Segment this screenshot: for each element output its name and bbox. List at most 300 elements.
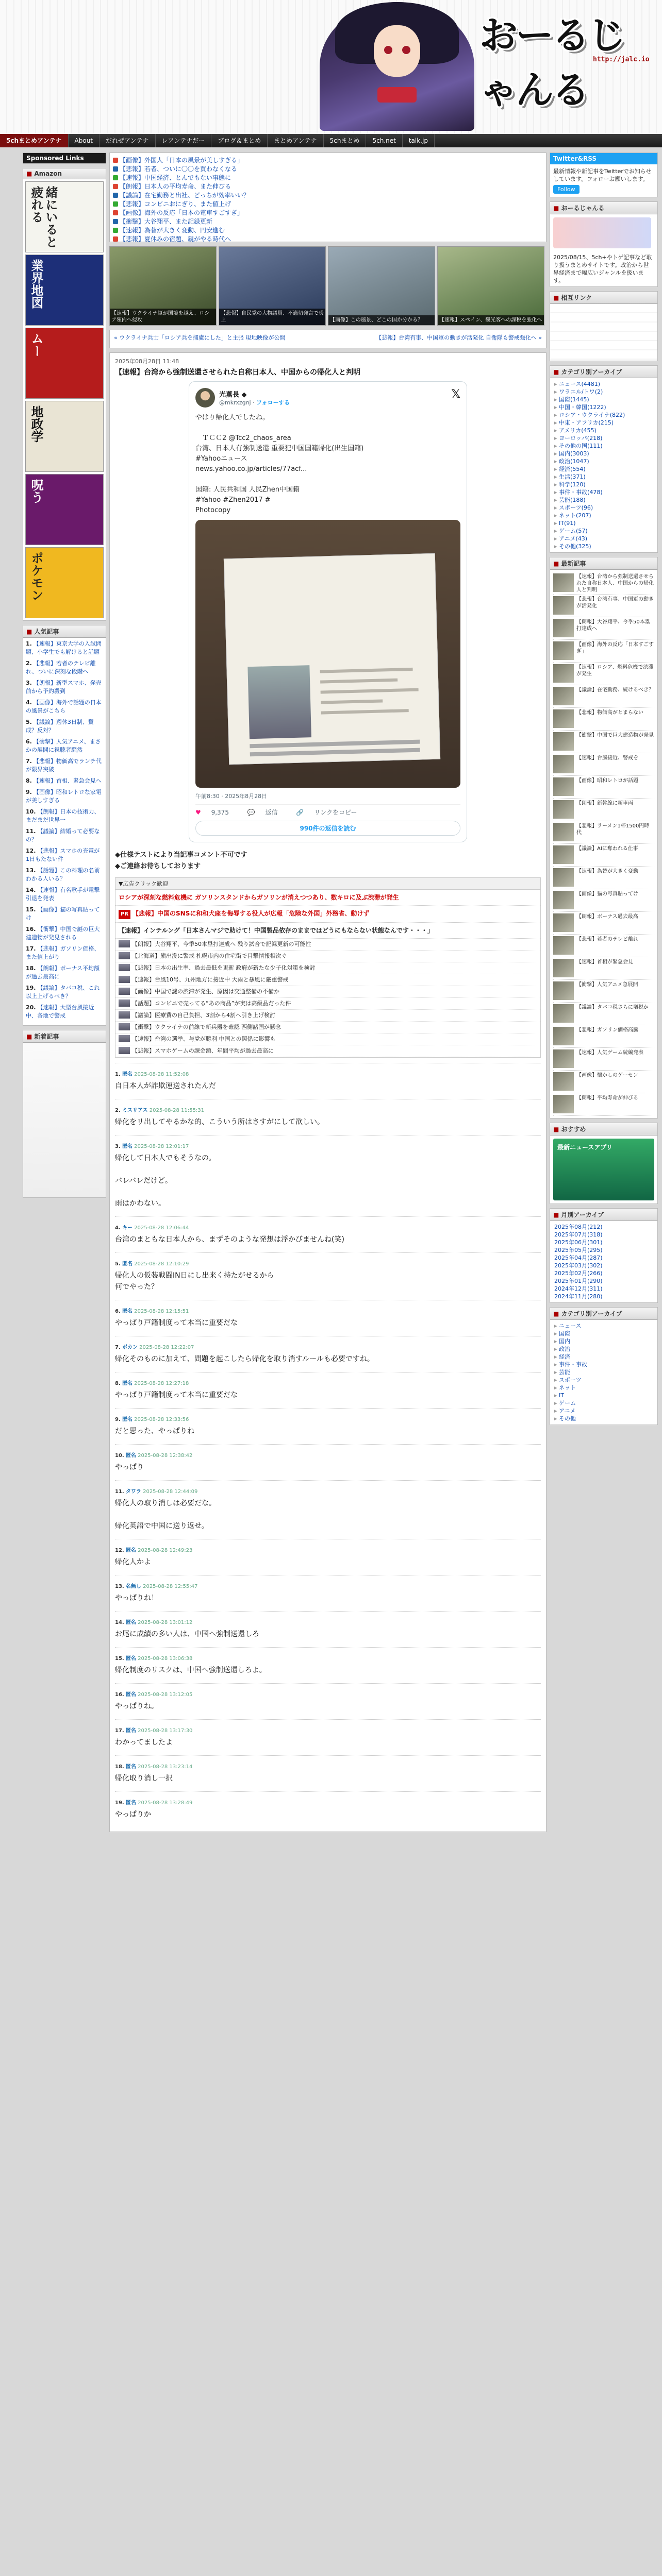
category-item[interactable]: ▸ 芸能(188) (554, 496, 653, 504)
recent-item[interactable] (553, 617, 654, 640)
rss-item[interactable] (113, 191, 325, 200)
comment-author[interactable]: 匿名 (125, 1656, 136, 1662)
category-item[interactable]: ▸ 経済(554) (554, 465, 653, 473)
comment (115, 1480, 541, 1539)
category-item[interactable]: ▸ IT (554, 1392, 653, 1399)
comment-date: 2025-08-28 12:10:29 (134, 1261, 189, 1267)
ranking-link[interactable]: 【衝撃】人気アニメ、まさかの展開に視聴者騒然 (26, 738, 101, 753)
rss-link[interactable]: 【朗報】日本人の平均寿命、また伸びる (120, 183, 231, 190)
ranking-link[interactable]: 【画像】海外で話題の日本の風景がこちら (26, 699, 102, 714)
ranking-item[interactable] (26, 867, 103, 883)
site-logo[interactable]: おーるじゃんる (479, 13, 624, 112)
passport-line (321, 688, 419, 694)
comment-date: 2025-08-28 12:38:42 (138, 1453, 193, 1459)
related-row[interactable] (115, 1022, 540, 1033)
recent-item[interactable] (553, 572, 654, 595)
recent-item[interactable] (553, 595, 654, 617)
category-item[interactable]: ▸ 中東・アフリカ(215) (554, 419, 653, 427)
featured-thumbnail[interactable] (328, 246, 435, 326)
rss-link[interactable]: 【悲報】若者、ついに〇〇を買わなくなる (120, 165, 238, 173)
site-favicon-icon (113, 219, 118, 224)
related-label: ▼広告クリック歓迎 (115, 878, 540, 890)
new-articles-title: ■ 新着記事 (23, 1030, 106, 1043)
category-item[interactable]: ▸ その他の国(111) (554, 442, 653, 450)
comment (115, 1791, 541, 1827)
recent-item[interactable] (553, 731, 654, 753)
related-thumbnail (119, 940, 130, 947)
recent-title: 【議論】タバコ税さらに増税か (576, 1005, 649, 1010)
comment-date: 2025-08-28 13:28:49 (138, 1800, 193, 1806)
ranking-link[interactable]: 【悲報】スマホの充電が1日もたない件 (26, 848, 100, 862)
related-headline[interactable] (115, 890, 540, 906)
passport-mrz (250, 748, 420, 757)
nav-item[interactable]: レアンテナだー (156, 134, 212, 147)
comment-text: やっぱりか (115, 1810, 151, 1819)
category-item[interactable]: ▸ アニメ(43) (554, 535, 653, 543)
rss-link[interactable]: 【議論】在宅勤務と出社、どっちが効率いい？ (120, 192, 250, 199)
related-row[interactable] (115, 1033, 540, 1045)
featured-thumbnail[interactable] (219, 246, 326, 326)
category-item[interactable]: ▸ 事件・事故 (554, 1361, 653, 1368)
comment-meta (115, 1582, 541, 1589)
book-title: 呪う (29, 479, 43, 503)
related-thumbnail (119, 1023, 130, 1030)
archive-box (550, 1208, 658, 1303)
related-row-text: 【議論】医療費の自己負担、3割から4割へ引き上げ検討 (132, 1012, 275, 1019)
comment (115, 1647, 541, 1683)
rss-headline-block (109, 152, 547, 242)
tweet-photo[interactable] (195, 520, 460, 788)
ranking-item[interactable] (26, 679, 103, 696)
notice-text: ◆仕様テストにより当記事コメント不可です (115, 851, 247, 859)
ranking-item[interactable] (26, 1004, 103, 1020)
related-row-text: 【悲報】スマホゲームの課金額、年間平均が過去最高に (132, 1047, 274, 1054)
book-cover[interactable] (25, 547, 104, 618)
rss-link[interactable]: 【悲報】夏休みの宿題、親がやる時代へ (120, 235, 231, 242)
like-button[interactable]: ♥ 9,375 (195, 809, 229, 816)
recent-item[interactable] (553, 957, 654, 980)
comment-date: 2025-08-28 11:52:08 (134, 1072, 189, 1077)
comment (115, 1611, 541, 1647)
ranking-list (23, 638, 106, 1025)
ranking-title: ■ 人気記事 (23, 625, 106, 638)
recent-item[interactable] (553, 1071, 654, 1093)
category-item[interactable]: ▸ 政治 (554, 1345, 653, 1353)
comment-author[interactable]: 匿名 (122, 1417, 133, 1422)
comment-date: 2025-08-28 13:23:14 (138, 1764, 193, 1770)
recent-item[interactable] (553, 889, 654, 912)
recent-title: 【朗報】ボーナス過去最高 (576, 914, 638, 920)
recent-title: 【速報】人気ゲーム続編発表 (576, 1050, 643, 1056)
recent-title: 【議論】AIに奪われる仕事 (576, 846, 638, 852)
rss-item[interactable] (113, 165, 325, 174)
recent-item[interactable] (553, 799, 654, 821)
recent-title: 【速報】ロシア、燃料危機で渋滞が発生 (576, 665, 654, 677)
ranking-link[interactable]: 【画像】猫の写真貼ってけ (26, 906, 100, 921)
category-item[interactable]: ▸ ニュース (554, 1322, 653, 1330)
comment-author[interactable]: キー (122, 1225, 133, 1231)
ranking-link[interactable]: 【朗報】新型スマホ、発売前から予約殺到 (26, 680, 102, 694)
comment-author[interactable]: 匿名 (125, 1764, 136, 1770)
category-item[interactable]: ▸ 事件・事故(478) (554, 488, 653, 496)
category-item[interactable]: ▸ アメリカ(455) (554, 427, 653, 434)
comment-author[interactable]: 匿名 (125, 1728, 136, 1734)
recent-item[interactable] (553, 821, 654, 844)
recent-thumbnail (553, 1004, 574, 1023)
related-row-text: 【朗報】大谷翔平、今季50本塁打達成へ 残り試合で記録更新の可能性 (132, 941, 311, 947)
comment-author[interactable]: タワラ (125, 1489, 141, 1495)
next-article-link[interactable]: 【悲報】台湾有事、中国軍の動きが活発化 自衛隊も警戒強化へ » (376, 334, 542, 341)
ranking-item[interactable] (26, 984, 103, 1001)
comment-author[interactable]: ミスリアス (122, 1108, 148, 1113)
rss-item[interactable] (113, 226, 325, 235)
tweet-actions (195, 804, 460, 817)
recent-item[interactable] (553, 1003, 654, 1025)
recent-item[interactable] (553, 912, 654, 935)
tweet-timestamp[interactable]: 午前8:30 · 2025年8月28日 (195, 793, 268, 800)
rss-item[interactable] (113, 217, 325, 226)
ad-box (550, 1123, 658, 1204)
ranking-item[interactable] (26, 738, 103, 754)
recent-item[interactable] (553, 708, 654, 731)
comment-date: 2025-08-28 12:33:56 (134, 1417, 189, 1422)
site-favicon-icon (113, 210, 118, 215)
comment-author[interactable]: ポカン (122, 1345, 138, 1350)
sponsor-box (23, 152, 106, 164)
thumbnail-caption: 【画像】この風景、どこの国か分かる？ (328, 315, 435, 325)
category-item[interactable]: ▸ 国内 (554, 1337, 653, 1345)
category-item[interactable]: ▸ ロシア・ウクライナ(822) (554, 411, 653, 419)
category-item[interactable]: ▸ スポーツ (554, 1376, 653, 1384)
archive-list (550, 1221, 657, 1302)
recent-title: 【悲報】ラーメン1杯1500円時代 (576, 823, 650, 836)
ranking-number: 2. (26, 660, 32, 667)
ranking-item[interactable] (26, 906, 103, 922)
rss-item[interactable] (113, 209, 325, 217)
site-favicon-icon (113, 193, 118, 198)
archive-item[interactable]: 2024年12月(311) (554, 1285, 603, 1292)
archive-item[interactable]: 2025年05月(295) (554, 1247, 603, 1253)
archive-item[interactable]: 2024年11月(280) (554, 1293, 603, 1300)
related-row[interactable] (115, 951, 540, 962)
follow-button[interactable]: Follow (553, 185, 580, 194)
rss-item[interactable] (113, 235, 325, 242)
tweet-author-name[interactable]: 光薫長 ◆ (219, 391, 247, 399)
x-logo-icon[interactable]: 𝕏 (451, 388, 460, 401)
ranking-link[interactable]: 【速報】有名歌手が電撃引退を発表 (26, 887, 100, 902)
category-item[interactable]: ▸ 国際 (554, 1330, 653, 1337)
related-row-text: 【速報】台風10号、九州地方に接近中 大雨と暴風に厳重警戒 (132, 976, 289, 983)
nav-item[interactable]: ブログ＆まとめ (211, 134, 268, 147)
comment-meta (115, 1343, 541, 1350)
comment-author[interactable]: 匿名 (122, 1144, 133, 1149)
mascot-bow (377, 87, 417, 103)
links-placeholder (550, 304, 657, 361)
comment-author[interactable]: 匿名 (122, 1072, 133, 1077)
ranking-link[interactable]: 【議論】結婚って必要なの？ (26, 828, 100, 843)
tweet-header (195, 388, 460, 409)
recent-title: 【悲報】若者のテレビ離れ (576, 937, 638, 942)
recent-item[interactable] (553, 1025, 654, 1048)
rss-link[interactable]: 【画像】海外の反応「日本の電車すごすぎ」 (120, 209, 244, 216)
recent-title: 【朗報】大谷翔平、今季50本塁打達成へ (576, 619, 650, 632)
category-item[interactable]: ▸ 政治(1047) (554, 457, 653, 465)
category-title: ■ カテゴリ別アーカイブ (550, 366, 657, 378)
comment-author[interactable]: 匿名 (125, 1453, 136, 1459)
ranking-item[interactable] (26, 777, 103, 785)
ranking-item[interactable] (26, 640, 103, 656)
comment-number: 1. (115, 1072, 121, 1077)
ranking-item[interactable] (26, 925, 103, 942)
category-item[interactable]: ▸ 経済 (554, 1353, 653, 1361)
nav-item[interactable]: talk.jp (403, 134, 435, 147)
ranking-link[interactable]: 【速報】首相、緊急会見へ (33, 777, 102, 784)
rss-item[interactable] (113, 156, 325, 165)
recent-item[interactable] (553, 980, 654, 1003)
comment-meta (115, 1654, 541, 1662)
comment-date: 2025-08-28 13:06:38 (138, 1656, 193, 1662)
comment-date: 2025-08-28 12:49:23 (138, 1548, 193, 1553)
reply-button[interactable]: 💬 返信 (247, 809, 278, 816)
book-cover[interactable] (25, 328, 104, 399)
book-cover[interactable] (25, 181, 104, 252)
rss-item[interactable] (113, 182, 325, 191)
comment-text: 帰化人かよ (115, 1558, 151, 1566)
category-item[interactable]: ▸ 生活(371) (554, 473, 653, 481)
ranking-item[interactable] (26, 718, 103, 735)
comment-meta (115, 1762, 541, 1770)
ranking-link[interactable]: 【朗報】ボーナス平均額が過去最高に (26, 965, 100, 980)
comment (115, 1408, 541, 1444)
ranking-link[interactable]: 【議論】タバコ税、これ以上上げるべき？ (26, 985, 100, 999)
category-item[interactable]: ▸ 科学(120) (554, 481, 653, 488)
category-item[interactable]: ▸ ヨーロッパ(218) (554, 434, 653, 442)
comment (115, 1216, 541, 1252)
related-headline[interactable] (115, 923, 540, 939)
archive-item[interactable]: 2025年01月(290) (554, 1278, 603, 1284)
related-row[interactable] (115, 974, 540, 986)
mascot-illustration (320, 2, 474, 131)
ranking-number: 6. (26, 738, 32, 745)
tweet-avatar[interactable] (195, 388, 215, 408)
link-icon: 🔗 (296, 809, 304, 816)
twitter-widget-body (550, 164, 657, 197)
rss-item[interactable] (113, 200, 325, 209)
recent-item[interactable] (553, 844, 654, 867)
category-item[interactable]: ▸ その他(325) (554, 543, 653, 550)
comment-text: やっぱりね。 (115, 1702, 158, 1710)
notice-line (115, 850, 541, 861)
related-row[interactable] (115, 1045, 540, 1057)
comment-meta (115, 1726, 541, 1734)
nav-item[interactable]: About (69, 134, 100, 147)
book-cover[interactable] (25, 401, 104, 472)
ranking-number: 13. (26, 867, 36, 874)
thumbnail-caption: 【悲報】自民党の大物議員、不適切発言で炎上 (219, 309, 325, 325)
ad-banner[interactable]: 最新ニュースアプリ (553, 1139, 654, 1200)
category-item[interactable]: ▸ 中国・韓国(1222) (554, 403, 653, 411)
rss-item[interactable] (113, 174, 325, 182)
ranking-number: 11. (26, 828, 36, 835)
comment-meta (115, 1070, 541, 1077)
rss-link[interactable]: 【衝撃】大谷翔平、また記録更新 (120, 218, 213, 225)
twitter-widget (550, 152, 658, 197)
category-item[interactable]: ▸ IT(91) (554, 519, 653, 527)
tweet-follow-link[interactable]: フォローする (256, 399, 290, 406)
comment-author[interactable]: 匿名 (125, 1548, 136, 1553)
read-replies-button[interactable]: 990件の返信を読む (195, 821, 460, 836)
nav-item[interactable]: まとめアンテナ (268, 134, 324, 147)
book-cover[interactable] (25, 255, 104, 326)
recent-title: ■ 最新記事 (550, 557, 657, 570)
recent-item[interactable] (553, 685, 654, 708)
archive-item[interactable]: 2025年04月(287) (554, 1255, 603, 1261)
ranking-item[interactable] (26, 757, 103, 774)
comment-author[interactable]: 匿名 (125, 1620, 136, 1625)
archive-item[interactable]: 2025年07月(318) (554, 1231, 603, 1238)
category-item[interactable]: ▸ その他 (554, 1415, 653, 1422)
ranking-item[interactable] (26, 886, 103, 903)
site-favicon-icon (113, 184, 118, 189)
ranking-link[interactable]: 【朗報】日本の技術力、まだまだ世界一 (26, 808, 100, 823)
category-item[interactable]: ▸ 国内(3003) (554, 450, 653, 457)
heart-icon: ♥ (195, 809, 201, 816)
ranking-number: 18. (26, 965, 36, 972)
archive-item[interactable]: 2025年06月(301) (554, 1239, 603, 1246)
related-rows (115, 939, 540, 1057)
ranking-number: 3. (26, 680, 32, 686)
ranking-item[interactable] (26, 699, 103, 715)
twitter-widget-title: Twitter&RSS (550, 153, 657, 164)
related-headline-text: 【速報】インテルング「日本さんマジで助けて！中国製品依存のままではどうにもならない状態なんです・・・」 (119, 927, 434, 934)
category2-list (550, 1320, 657, 1425)
ranking-link[interactable]: 【画像】昭和レトロな家電が美しすぎる (26, 789, 102, 804)
category2-title: ■ カテゴリ別アーカイブ (550, 1308, 657, 1320)
nav-item[interactable]: 5chまとめ (324, 134, 367, 147)
ranking-link[interactable]: 【悲報】物価高でランチ代が限界突破 (26, 758, 102, 773)
ranking-link[interactable]: 【議論】週休3日制、賛成？反対？ (26, 719, 94, 734)
links-title: ■ 相互リンク (550, 292, 657, 304)
comment (115, 1099, 541, 1135)
recent-item[interactable] (553, 640, 654, 663)
related-headline[interactable] (115, 906, 540, 923)
book-title: 緒にいると疲れる (29, 186, 58, 248)
ranking-item[interactable] (26, 788, 103, 805)
comment-author[interactable]: 匿名 (122, 1381, 133, 1386)
category-item[interactable]: ▸ 国際(1445) (554, 396, 653, 403)
recent-item[interactable] (553, 753, 654, 776)
ranking-item[interactable] (26, 945, 103, 961)
recent-item[interactable] (553, 935, 654, 957)
category-item[interactable]: ▸ スポーツ(96) (554, 504, 653, 512)
featured-thumbnail[interactable] (109, 246, 217, 326)
comment (115, 1575, 541, 1611)
category-item[interactable]: ▸ ニュース(4481) (554, 380, 653, 388)
ranking-item[interactable] (26, 964, 103, 981)
nav-item[interactable]: 5chまとめアンテナ (0, 134, 69, 147)
related-row[interactable] (115, 998, 540, 1010)
article-title[interactable]: 【速報】台湾から強制送還させられた自称日本人、中国からの帰化人と判明 (115, 368, 360, 377)
comment-author[interactable]: 匿名 (122, 1309, 133, 1314)
recent-thumbnail (553, 959, 574, 977)
related-row[interactable] (115, 939, 540, 951)
ranking-link[interactable]: 【衝撃】中国で謎の巨大建造物が発見される (26, 926, 100, 941)
recent-item[interactable] (553, 1093, 654, 1116)
recent-item[interactable] (553, 867, 654, 889)
rss-link[interactable]: 【速報】中国経済、とんでもない事態に (120, 174, 231, 181)
ranking-number: 10. (26, 808, 36, 815)
ranking-link[interactable]: 【悲報】若者のテレビ離れ、ついに深刻な段階へ (26, 660, 96, 675)
ranking-item[interactable] (26, 659, 103, 676)
related-headline-text: ロシアが深刻な燃料危機に ガソリンスタンドからガソリンが消えつつあり、数キロに及ぶ渋滞が発生 (119, 894, 399, 901)
featured-thumbnail[interactable] (437, 246, 544, 326)
book-title: ポケモン (29, 552, 43, 601)
nav-item[interactable]: だれぜアンテナ (100, 134, 156, 147)
nav-item[interactable]: 5ch.net (366, 134, 402, 147)
comment (115, 1683, 541, 1719)
category-item[interactable]: ▸ アニメ (554, 1407, 653, 1415)
main-content (109, 152, 547, 1832)
recent-item[interactable] (553, 1048, 654, 1071)
comment-author[interactable]: 匿名 (125, 1800, 136, 1806)
copy-link-button[interactable]: 🔗 リンクをコピー (296, 809, 357, 816)
ranking-link[interactable]: 【速報】東京大学の入試問題、小学生でも解けると話題 (26, 640, 102, 655)
comment-text: 帰化人の取り消しは必要だな。 帰化英語で中国に送り返せ。 (115, 1499, 216, 1530)
recent-item[interactable] (553, 663, 654, 685)
comment-author[interactable]: 匿名 (125, 1692, 136, 1698)
rss-link[interactable]: 【画像】外国人「日本の風景が美しすぎる」 (120, 157, 244, 164)
related-row[interactable] (115, 962, 540, 974)
book-title: 業界地図 (29, 259, 43, 309)
comment-number: 7. (115, 1345, 121, 1350)
rss-link[interactable]: 【速報】為替が大きく変動、円安進む (120, 227, 225, 234)
archive-item[interactable]: 2025年03月(302) (554, 1262, 603, 1269)
category-item[interactable]: ▸ ネット (554, 1384, 653, 1392)
ranking-link[interactable]: 【速報】大型台風接近中、各地で警戒 (26, 1004, 94, 1019)
comment-meta (115, 1379, 541, 1386)
site-url[interactable]: http://jalc.io (593, 56, 650, 63)
category-item[interactable]: ▸ ネット(207) (554, 512, 653, 519)
related-row[interactable] (115, 1010, 540, 1022)
recent-title: 【速報】台風接近、警戒を (576, 755, 638, 761)
comment-meta (115, 1259, 541, 1267)
ranking-link[interactable]: 【悲報】ガソリン価格、また値上がり (26, 945, 100, 960)
recent-thumbnail (553, 868, 574, 887)
comment-author[interactable]: 名無し (125, 1584, 141, 1589)
archive-item[interactable]: 2025年02月(266) (554, 1270, 603, 1277)
category-item[interactable]: ▸ 芸能 (554, 1368, 653, 1376)
category-item[interactable]: ▸ ゲーム(57) (554, 527, 653, 535)
related-row[interactable] (115, 986, 540, 998)
archive-item[interactable]: 2025年08月(212) (554, 1224, 603, 1230)
category-item[interactable]: ▸ ワラエル/トワ(2) (554, 388, 653, 396)
comment (115, 1755, 541, 1791)
ranking-item[interactable] (26, 847, 103, 863)
ranking-item[interactable] (26, 827, 103, 844)
related-box (115, 877, 541, 1058)
rss-link[interactable]: 【悲報】コンビニおにぎり、また値上げ (120, 200, 231, 208)
ranking-link[interactable]: 【話題】この料理の名前わかる人いる？ (26, 867, 100, 882)
recent-item[interactable] (553, 776, 654, 799)
comment-author[interactable]: 匿名 (122, 1261, 133, 1267)
category-item[interactable]: ▸ ゲーム (554, 1399, 653, 1407)
comment-text: お尾に成績の多い人は、中国へ強制送還しろ (115, 1630, 259, 1638)
recent-title: 【衝撃】中国で巨大建造物が発見 (576, 733, 654, 738)
book-cover[interactable] (25, 474, 104, 545)
ranking-item[interactable] (26, 808, 103, 824)
archive-title: ■ 月別アーカイブ (550, 1209, 657, 1221)
prev-article-link[interactable]: « ウクライナ兵士「ロシア兵を捕虜にした」と主張 現地映像が公開 (114, 334, 286, 341)
